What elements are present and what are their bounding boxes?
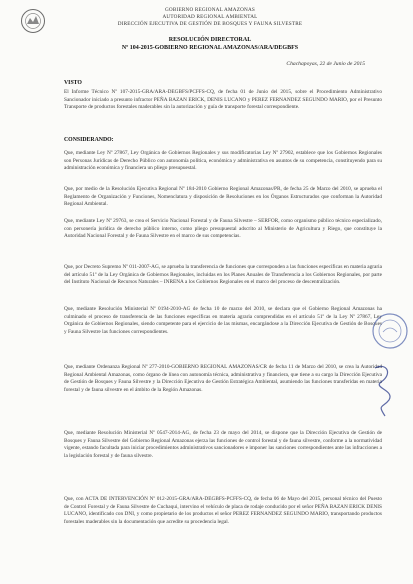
- visto-text: El Informe Técnico Nº 107-2015-GRA/ARA-DEGBFS/PCFFS-CQ, de fecha 01 de Junio del 2015, sobre el Procedimiento Administrativo Sancionador iniciado a presunto infractor PEÑA BAZAN ERICK, DENIS LUCANO y PEREZ FERNANDEZ SEGUNDO MARIO, por el Presunto Transporte de productos forestales maderables sin la autorización y guía de transporte forestal correspondiente.: [64, 89, 382, 111]
- visto-heading: VISTO: [64, 80, 82, 86]
- considerando-paragraph-7: Que, mediante Resolución Ministerial Nº 0547-2014-AG, de fecha 23 de mayo del 2014, se dispone que la Dirección Ejecutiva de Gestión de Bosques y Fauna Silvestre del Gobierno Regional Amazonas ejerza las funciones de control forestal y de fauna silvestre, conforme a la normatividad vigente, estando facultada para iniciar procedimientos administrativos sancionadores e imponer las sanciones correspondientes ante las infracciones a la legislación forestal y de fauna silvestre.: [64, 430, 382, 460]
- handwritten-signature-icon: [371, 360, 399, 420]
- resolution-number: Nº 104-2015-GOBIERNO REGIONAL AMAZONAS/ARA/DEGBFS: [121, 45, 299, 51]
- considerando-paragraph-2: Que, por medio de la Resolución Ejecutiva Regional Nº 184-2010 Gobierno Regional Amazonas/PR, de fecha 25 de Marzo del 2010, se aprueba el Reglamento de Organización y Funciones, Nomenclatura y disposición de Resoluciones en los Órganos Estructurados que conforman la Autoridad Regional Ambiental.: [64, 186, 382, 208]
- official-stamp-icon: [371, 312, 409, 350]
- considerando-paragraph-6: Que, mediante Ordenanza Regional Nº 277-2010-GOBIERNO REGIONAL AMAZONAS/CR de fecha 11 de Marzo del 2010, se crea la Autoridad Regional Ambiental Amazonas, como órgano de línea con autonomía técnica, administrativa y financiera, que tiene a su cargo la Dirección Ejecutiva de Gestión de Bosques y Fauna Silvestre y la Dirección Ejecutiva de Gestión Estratégica Ambiental, asumiendo las funciones transferidas en materia forestal y de fauna silvestre en el ámbito de la Región Amazonas.: [64, 364, 382, 394]
- header-line-2: AUTORIDAD REGIONAL AMBIENTAL: [162, 14, 258, 20]
- regional-seal-icon: [20, 8, 46, 34]
- considerando-paragraph-3: Que, mediante Ley Nº 29763, se crea el Servicio Nacional Forestal y de Fauna Silvestre – SERFOR, como organismo público técnico especializado, con personería jurídica de derecho público interno, como pliego presupuestal adscrito al Ministerio de Agricultura y Riego, que constituye la Autoridad Nacional Forestal y de Fauna Silvestre en el marco de sus competencias.: [64, 218, 382, 240]
- considerando-heading: CONSIDERANDO:: [64, 137, 114, 143]
- considerando-paragraph-1: Que, mediante Ley Nº 27867, Ley Orgánica de Gobiernos Regionales y sus modificatorias Ley Nº 27902, establece que los Gobiernos Regionales son Personas Jurídicas de Derecho Público con autonomía política, económica y administrativa en asuntos de su competencia, constituyendo para su administración económica y financiera un pliego presupuestal.: [64, 150, 382, 172]
- considerando-paragraph-4: Que, por Decreto Supremo Nº 011-2007-AG, se aprueba la transferencia de funciones que corresponden a las funciones específicas en materia agraria del artículo 51º de la Ley Orgánica de Gobiernos Regionales, incluidas en los Planes Anuales de Transferencia a los Gobiernos Regionales, por parte del Instituto Nacional de Recursos Naturales – INRENA a los Gobiernos Regionales en el marco del proceso de descentralización.: [64, 264, 382, 286]
- resolution-title: RESOLUCIÓN DIRECTORAL: [168, 37, 252, 43]
- header-line-3: DIRECCIÓN EJECUTIVA DE GESTIÓN DE BOSQUES Y FAUNA SILVESTRE: [117, 21, 303, 27]
- document-date: Chachapoyas, 22 de Junio de 2015: [286, 61, 365, 67]
- header-line-1: GOBIERNO REGIONAL AMAZONAS: [164, 7, 256, 13]
- considerando-paragraph-8: Que, con ACTA DE INTERVENCIÓN Nº 012-2015-GRA/ARA-DEGBFS-PCFFS-CQ, de fecha 06 de Mayo del 2015, personal técnico del Puesto de Control Forestal y de Fauna Silvestre de Cuchaqui, intervino el vehículo de placa de rodaje conducido por el señor PEÑA BAZAN ERICK DENIS LUCANO, identificado con DNI, y como propietario de los productos el señor PEREZ FERNANDEZ SEGUNDO MARIO, transportando productos forestales maderables sin la documentación que acredite su procedencia legal.: [64, 496, 382, 526]
- considerando-paragraph-5: Que, mediante Resolución Ministerial Nº 0194-2010-AG de fecha 10 de marzo del 2010, se declara que el Gobierno Regional Amazonas ha culminado el proceso de transferencia de las funciones específicas en materia agraria comprendidas en el artículo 51º de la Ley Nº 27867, Ley Orgánica de Gobiernos Regionales, siendo competente para el ejercicio de las mismas, encargándose a la Dirección Ejecutiva de Gestión de Bosques y Fauna Silvestre las funciones correspondientes.: [64, 306, 382, 336]
